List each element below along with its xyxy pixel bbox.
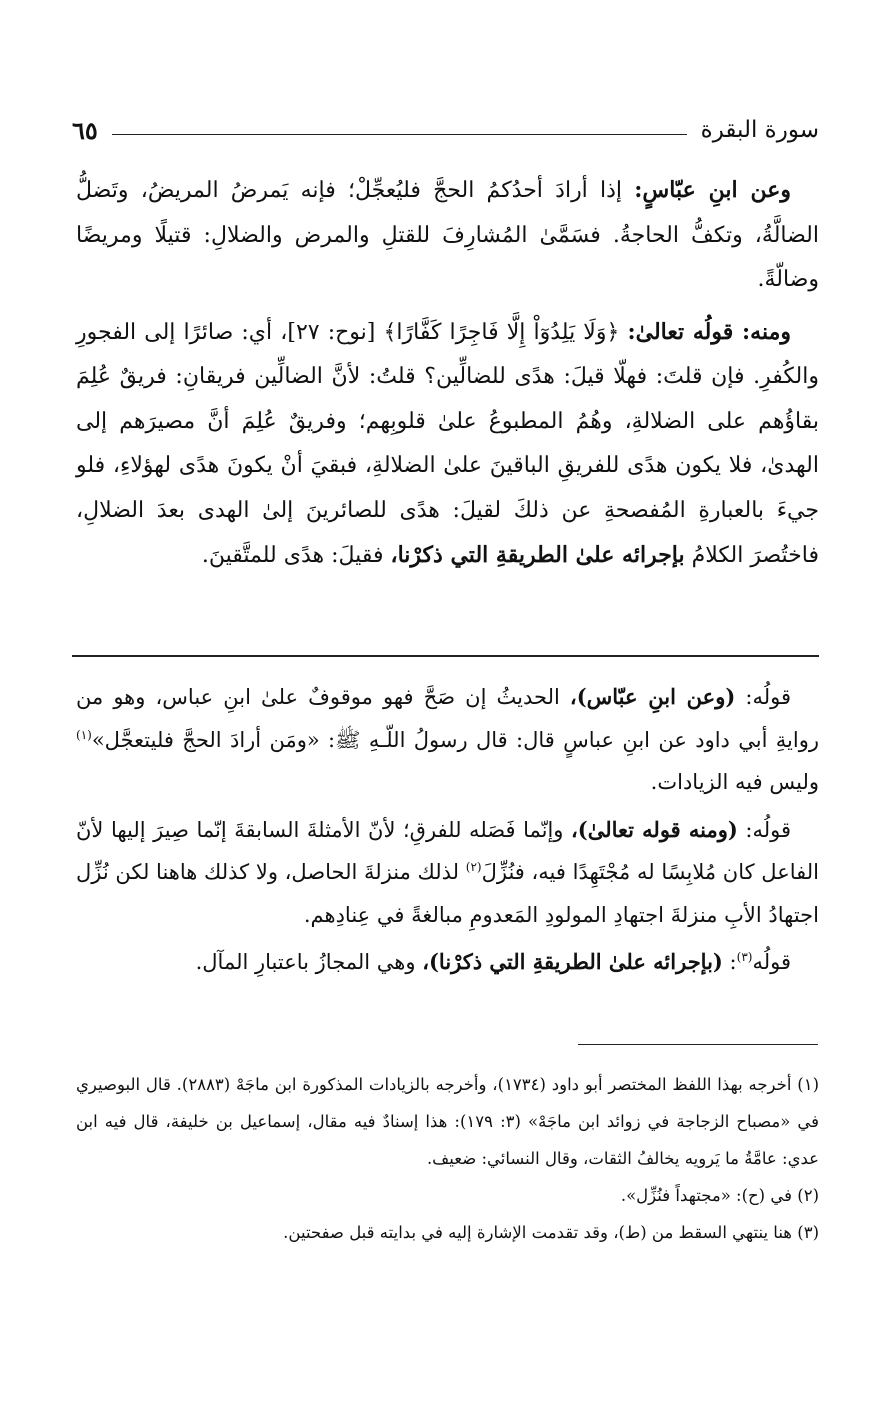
main-p2-bold2: بإجرائه علىٰ الطريقةِ التي ذكرْنا، [390,542,685,568]
footnotes [76,1066,819,1251]
commentary-paragraph-1 [76,676,819,804]
footnote-ref-2: (٢) [465,860,482,874]
commentary-paragraph-2 [76,809,819,937]
c2-text: وإنّما فَصَله للفرقِ؛ لأنّ الأمثلةَ السابقةَ إنّما صِيرَ إليها لأنّ الفاعل كان مُلابِسًا له مُجْتَهِدًا فيه، فنُزِّلَ [76,817,819,884]
c3-colon: : [722,950,737,974]
page-number: ٦٥ [72,115,98,145]
surah-title: سورة البقرة [700,117,819,143]
footnote-divider [578,1044,818,1045]
footnote-3: (٣) هنا ينتهي السقط من (ط)، وقد تقدمت الإشارة إليه في بدايته قبل صفحتين. [283,1223,819,1242]
commentary-paragraph-3 [76,941,819,984]
c2-text2: لذلك منزلةَ الحاصل، ولا كذلك هاهنا لكن نُزِّل اجتهادُ الأبِ منزلةَ اجتهادِ المولودِ المَعدومِ مبالغةً في عِنادِهم. [76,860,819,927]
main-p1-text: إذا أرادَ أحدُكمُ الحجَّ فليُعجِّلْ؛ فإنه يَمرضُ المريضُ، وتَضلُّ الضالَّةُ، وتكفُّ الحاجةُ. فسَمَّىٰ المُشارِفَ للقتلِ والمرض والضلالِ: قتيلًا ومريضًا وضالّةً. [76,178,820,292]
footnote-1: (١) أخرجه بهذا اللفظ المختصر أبو داود (١٧٣٤)، وأخرجه بالزيادات المذكورة ابن ماجَهْ (٢٨٨٣). قال البوصيري في «مصباح الزجاجة في زوائد ابن ماجَهْ» (٣: ١٧٩): هذا إسنادٌ فيه مقال، إسماعيل بن خليفة، قال فيه ابن عدي: عامَّةُ ما يَرويه يخالفُ الثقات، وقال النسائي: ضعيف. [76,1075,819,1168]
c1-bold: (وعن ابنِ عبّاس)، [569,684,736,709]
main-p2-text2: فقيلَ: هدًى للمتَّقينَ. [201,543,391,568]
c3-lead: قولُه [752,950,791,974]
footnote-ref-3: (٣) [736,950,753,964]
quran-verse: ﴿وَلَا يَلِدُوٓاْ إِلَّا فَاجِرًا كَفَّارًا﴾ [383,319,628,345]
c2-lead: قولُه: [737,817,791,842]
commentary [76,676,819,989]
header-rule [112,134,687,135]
c1-text: الحديثُ إن صَحَّ فهو موقوفٌ علىٰ ابنِ عباس، وهو من روايةِ أبي داود عن ابنِ عباسٍ قال: قال رسولُ اللّـهِ ﷺ: «ومَن أرادَ الحجَّ فليتعجَّل» [76,685,819,752]
main-paragraph-2 [76,310,819,579]
main-p2-text: [نوح: ٢٧]، أي: صائرًا إلى الفجورِ والكُفرِ. فإن قلتَ: فهلّا قيلَ: هدًى للضالِّين؟ قلتُ: لأنَّ الضالِّين فريقانِ: فريقٌ عُلِمَ بقاؤُهم على الضلالةِ، وهُمُ المطبوعُ علىٰ قلوبِهم؛ وفريقٌ عُلِمَ أنَّ مصيرَهم إلى الهدىٰ، فلا يكون هدًى للفريقِ الباقينَ علىٰ الضلالةِ، فبقيَ أنْ يكونَ هدًى لهؤلاءِ، فلو جيءَ بالعبارةِ المُفصحةِ عن ذلكَ لقيلَ: هدًى للصائرينَ إلىٰ الهدى بعدَ الضلالِ، فاختُصرَ الكلامُ [76,319,819,568]
main-paragraph-1 [76,168,819,303]
c3-bold: (بإجرائه علىٰ الطريقةِ التي ذكرْنا)، [422,949,723,974]
running-header [72,113,819,147]
main-commentary-divider [72,655,819,657]
footnote-ref-1: (١) [76,727,92,742]
c2-bold: (ومنه قوله تعالىٰ)، [570,816,738,842]
c1-lead: قولُه: [735,685,792,709]
main-p2-bold: ومنه: قولُه تعالىٰ: [627,318,792,345]
c1-text2: وليس فيه الزيادات. [650,770,819,794]
main-text [76,168,819,586]
main-p1-bold: وعن ابنِ عبّاسٍ: [634,177,791,203]
footnote-2: (٢) في (ح): «مجتهداً فنُزِّل». [620,1186,819,1205]
c3-text: وهي المجازُ باعتبارِ المآل. [195,950,423,974]
